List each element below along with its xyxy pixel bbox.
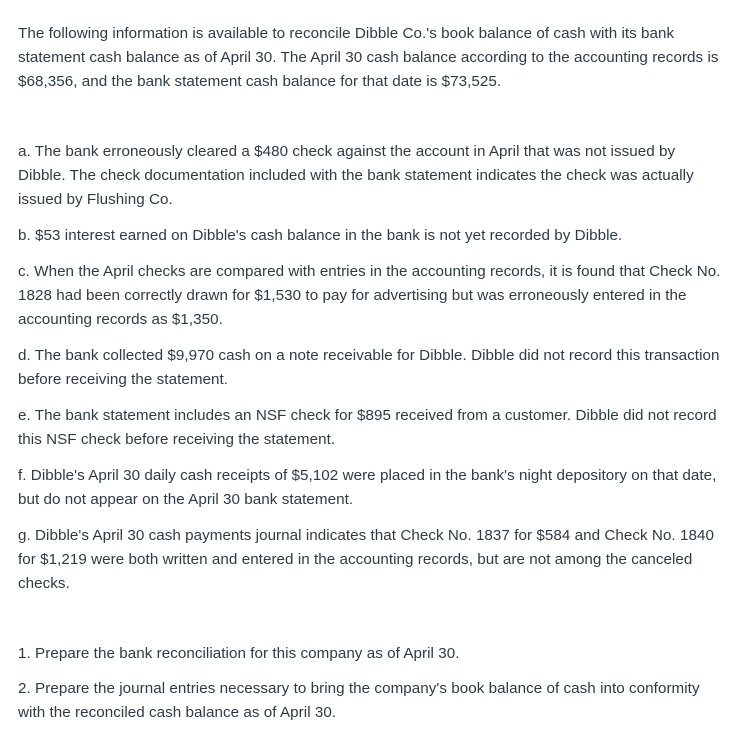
intro-paragraph: The following information is available to reconcile Dibble Co.'s book balance of cash with its bank statement cash balance as of April 30. The April 30 cash balance according to the accounting records is $68,356, and the bank statement cash balance for that date is $73,525. [18, 25, 719, 90]
task-1: 1. Prepare the bank reconciliation for this company as of April 30. [18, 645, 460, 662]
info-item-c: c. When the April checks are compared with entries in the accounting records, it is found that Check No. 1828 had been correctly drawn for $1,530 to pay for advertising but was erroneously entered in the accounting records as $1,350. [18, 263, 721, 328]
task-list [18, 642, 724, 725]
info-item-a: a. The bank erroneously cleared a $480 check against the account in April that was not issued by Dibble. The check documentation included with the bank statement indicates the check was actually issued by Flushing Co. [18, 143, 694, 208]
info-item-d: d. The bank collected $9,970 cash on a note receivable for Dibble. Dibble did not record this transaction before receiving the statement. [18, 347, 720, 388]
info-item-b: b. $53 interest earned on Dibble's cash balance in the bank is not yet recorded by Dibble. [18, 227, 623, 244]
information-list [18, 140, 724, 596]
info-item-e: e. The bank statement includes an NSF check for $895 received from a customer. Dibble did not record this NSF check before receiving the statement. [18, 407, 717, 448]
task-2: 2. Prepare the journal entries necessary to bring the company's book balance of cash into conformity with the reconciled cash balance as of April 30. [18, 680, 700, 721]
info-item-g: g. Dibble's April 30 cash payments journal indicates that Check No. 1837 for $584 and Check No. 1840 for $1,219 were both written and entered in the accounting records, but are not among the canceled checks. [18, 527, 714, 592]
info-item-f: f. Dibble's April 30 daily cash receipts of $5,102 were placed in the bank's night depository on that date, but do not appear on the April 30 bank statement. [18, 467, 717, 508]
